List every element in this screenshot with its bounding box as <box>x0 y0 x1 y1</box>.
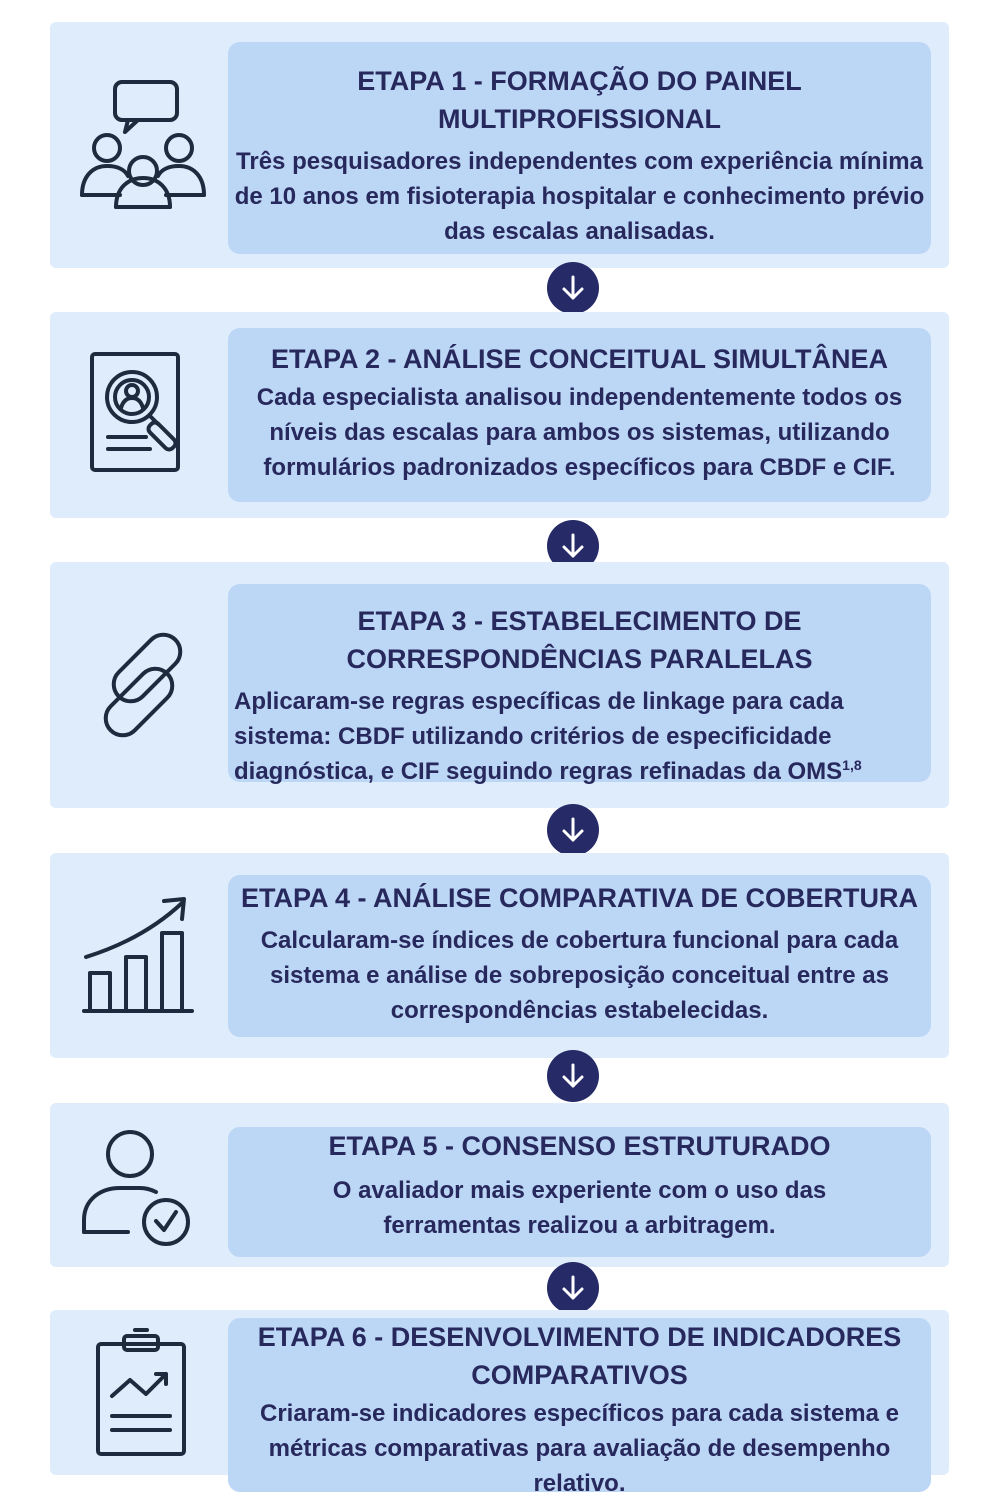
bar-chart-growth-icon <box>50 853 235 1058</box>
step-6-title: ETAPA 6 - DESENVOLVIMENTO DE INDICADORES COMPARATIVOS <box>257 1322 902 1390</box>
step-3-superscript: 1,8 <box>842 757 862 773</box>
step-1-title: ETAPA 1 - FORMAÇÃO DO PAINEL MULTIPROFISSIONAL <box>357 66 802 134</box>
step-2-panel <box>50 312 949 518</box>
step-4-title: ETAPA 4 - ANÁLISE COMPARATIVA DE COBERTURA <box>240 883 918 913</box>
document-search-icon <box>50 312 235 518</box>
step-4-panel <box>50 853 949 1058</box>
step-2-title: ETAPA 2 - ANÁLISE CONCEITUAL SIMULTÂNEA <box>270 344 888 374</box>
step-3-title: ETAPA 3 - ESTABELECIMENTO DE CORRESPONDÊNCIAS PARALELAS <box>346 606 813 674</box>
chain-link-icon <box>50 562 235 808</box>
step-5-text: O avaliador mais experiente com o uso das ferramentas realizou a arbitragem. <box>332 1177 827 1239</box>
step-2-text: Cada especialista analisou independentemente todos os níveis das escalas para ambos os sistemas, utilizando formulários padronizados específicos para CBDF e CIF. <box>256 384 903 481</box>
arrow-down-icon <box>547 1262 599 1314</box>
step-5-card <box>228 1127 931 1257</box>
clipboard-chart-icon <box>50 1310 235 1475</box>
arrow-down-icon <box>547 804 599 856</box>
step-6-card <box>228 1318 931 1497</box>
step-3-panel <box>50 562 949 808</box>
user-check-icon <box>50 1103 235 1267</box>
step-3-text <box>234 684 925 789</box>
step-4-card <box>228 875 931 1037</box>
step-5-title: ETAPA 5 - CONSENSO ESTRUTURADO <box>328 1131 831 1161</box>
step-2-card <box>228 328 931 502</box>
step-1-panel <box>50 22 949 268</box>
arrow-down-icon <box>547 1050 599 1102</box>
step-1-text: Três pesquisadores independentes com experiência mínima de 10 anos em fisioterapia hospitalar e conhecimento prévio das escalas analisadas. <box>234 148 925 245</box>
step-3-card <box>228 584 931 785</box>
arrow-down-icon <box>547 262 599 314</box>
step-6-text: Criaram-se indicadores específicos para cada sistema e métricas comparativas para avaliação de desempenho relativo. <box>260 1400 899 1497</box>
people-chat-icon <box>50 22 235 268</box>
step-3-text-body: Aplicaram-se regras específicas de linkage para cada sistema: CBDF utilizando critérios de especificidade diagnóstica, e CIF seguindo regras refinadas da OMS <box>234 688 844 785</box>
step-1-card <box>228 42 931 254</box>
step-4-text: Calcularam-se índices de cobertura funcional para cada sistema e análise de sobreposição conceitual entre as correspondências estabelecidas. <box>260 927 899 1024</box>
step-5-panel <box>50 1103 949 1267</box>
